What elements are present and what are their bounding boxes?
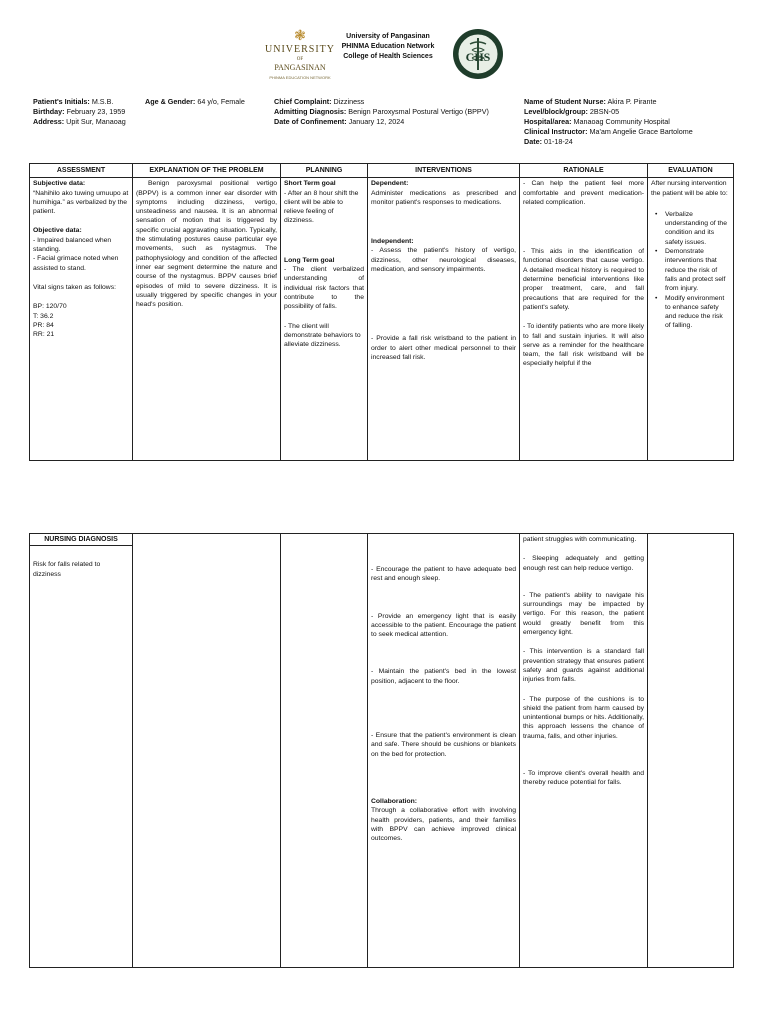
col-header-assessment: ASSESSMENT (30, 164, 133, 178)
age-gender-info: Age & Gender: 64 y/o, Female (145, 97, 245, 106)
diagnosis-info: Chief Complaint: Dizziness Admitting Diagnosis: Benign Paroxysmal Postural Vertigo (BPPV) Date of Confinement: January 12, 2024 (274, 97, 489, 126)
chs-seal-icon (452, 28, 504, 80)
explanation-cell-cont (133, 534, 281, 968)
seal-text: CHS (465, 50, 491, 64)
evaluation-item: • Verbalize understanding of the condition and its safety issues. (665, 210, 730, 247)
evaluation-item: • Modify environment to enhance safety and reduce the risk of falling. (665, 294, 730, 331)
planning-cell: Short Term goal - After an 8 hour shift the client will be able to relieve feeling of dizziness. Long Term goal - The client verbalized understanding of individual risk factors that contribute to the possibility of falls. - The client will demonstrate behaviors to alleviate dizziness. (281, 178, 368, 461)
explanation-cell: Benign paroxysmal positional vertigo (BPPV) is a common inner ear disorder with symptoms including dizziness, vertigo, unsteadiness and nausea. It is an abnormal sensation of motion that is triggered by specific crucial aggravating situation. Typically, the stimulating postures cause particular eye movements, such as nystagmus. The pathophysiology and condition of the affected inner ear segment determine the nature and course of the nystagmus. BPPV causes brief episodes of mild to severe dizziness. It is usually triggered by specific changes in your head's position. (133, 178, 281, 461)
assessment-cell: Subjective data: “Nahihilo ako tuwing umuupo at humihiga.” as verbalized by the patient. Objective data: - Impaired balanced when standing. - Facial grimace noted when assisted to stand. Vital signs taken as follows: BP: 120/70 T: 36.2 PR: 84 RR: 21 (30, 178, 133, 461)
col-header-rationale: RATIONALE (520, 164, 648, 178)
evaluation-item: • Demonstrate interventions that reduce the risk of falls and protect self from injury. (665, 247, 730, 293)
col-header-explanation: EXPLANATION OF THE PROBLEM (133, 164, 281, 178)
planning-cell-cont (281, 534, 368, 968)
university-logo: ❃ UNIVERSITY OF PANGASINAN PHINMA EDUCATION NETWORK (265, 27, 335, 80)
institution-name: University of Pangasinan PHINMA Education Network College of Health Sciences (341, 33, 435, 60)
nursing-diagnosis-title: NURSING DIAGNOSIS (30, 534, 132, 546)
document-header (0, 0, 768, 90)
care-plan-table-page1 (29, 163, 734, 461)
care-plan-table-page2 (29, 533, 734, 968)
student-info: Name of Student Nurse: Akira P. Pirante Level/block/group: 2BSN-05 Hospital/area: Manaoag Community Hospital Clinical Instructor: Ma'am Angelie Grace Bartolome Date: 01-18-24 (524, 97, 693, 146)
evaluation-cell-cont (648, 534, 734, 968)
interventions-cell-cont: - Encourage the patient to have adequate bed rest and enough sleep. - Provide an emergency light that is easily accessible to the patient. Encourage the patient to seek medical attention. - Maintain the patient's bed in the lowest position, adjacent to the floor. - Ensure that the patient's environment is clean and safe. There should be cushions or blankets on the bed for protection. Collaboration: Through a collaborative effort with involving health providers, patients, and their families with BPPV can achieve improved clinical outcomes. (368, 534, 520, 968)
crest-icon: ❃ (294, 27, 306, 43)
col-header-interventions: INTERVENTIONS (368, 164, 520, 178)
col-header-planning: PLANNING (281, 164, 368, 178)
col-header-evaluation: EVALUATION (648, 164, 734, 178)
rationale-cell: - Can help the patient feel more comfortable and prevent medication-related complication. - This aids in the identification of functional disorders that cause vertigo. A detailed medical history is required to determine beneficial interventions like proper treatment, care, and fall precautions that are required for the patient's safety. - To identify patients who are more likely to fall and sustain injuries. It will also serve as a reminder for the healthcare team, the fall risk wristband will be especially helpful if the (520, 178, 648, 461)
rationale-cell-cont: patient struggles with communicating. - Sleeping adequately and getting enough rest can help reduce vertigo. - The patient's ability to navigate his surroundings may be impacted by vertigo. For this reason, the patient would greatly benefit from this emergency light. - This intervention is a standard fall prevention strategy that ensures patient safety and guards against additional injuries from falls. - The purpose of the cushions is to shield the patient from harm caused by unintentional bumps or hits. Additionally, this approach lessens the chance of trauma, falls, and other injuries. - To improve client's overall health and thereby reduce potential for falls. (520, 534, 648, 968)
patient-info: Patient's Initials: M.S.B. Birthday: February 23, 1959 Address: Upit Sur, Manaoag (33, 97, 126, 126)
evaluation-cell: After nursing intervention the patient will be able to: • Verbalize understanding of the condition and its safety issues. • Demonstrate interventions that reduce the risk of falls and protect self from injury. • Modify environment to enhance safety and reduce the risk of falling. (648, 178, 734, 461)
evaluation-list (651, 210, 730, 331)
nursing-diagnosis-text: Risk for falls related to dizziness (33, 561, 101, 578)
nursing-diagnosis-cell (30, 534, 133, 968)
interventions-cell: Dependent: Administer medications as prescribed and monitor patient's responses to medications. Independent: - Assess the patient's history of vertigo, dizziness, other neurological diseases, medication, and sensory impairments. - Provide a fall risk wristband to the patient in order to alert other medical personnel to their increased fall risk. (368, 178, 520, 461)
